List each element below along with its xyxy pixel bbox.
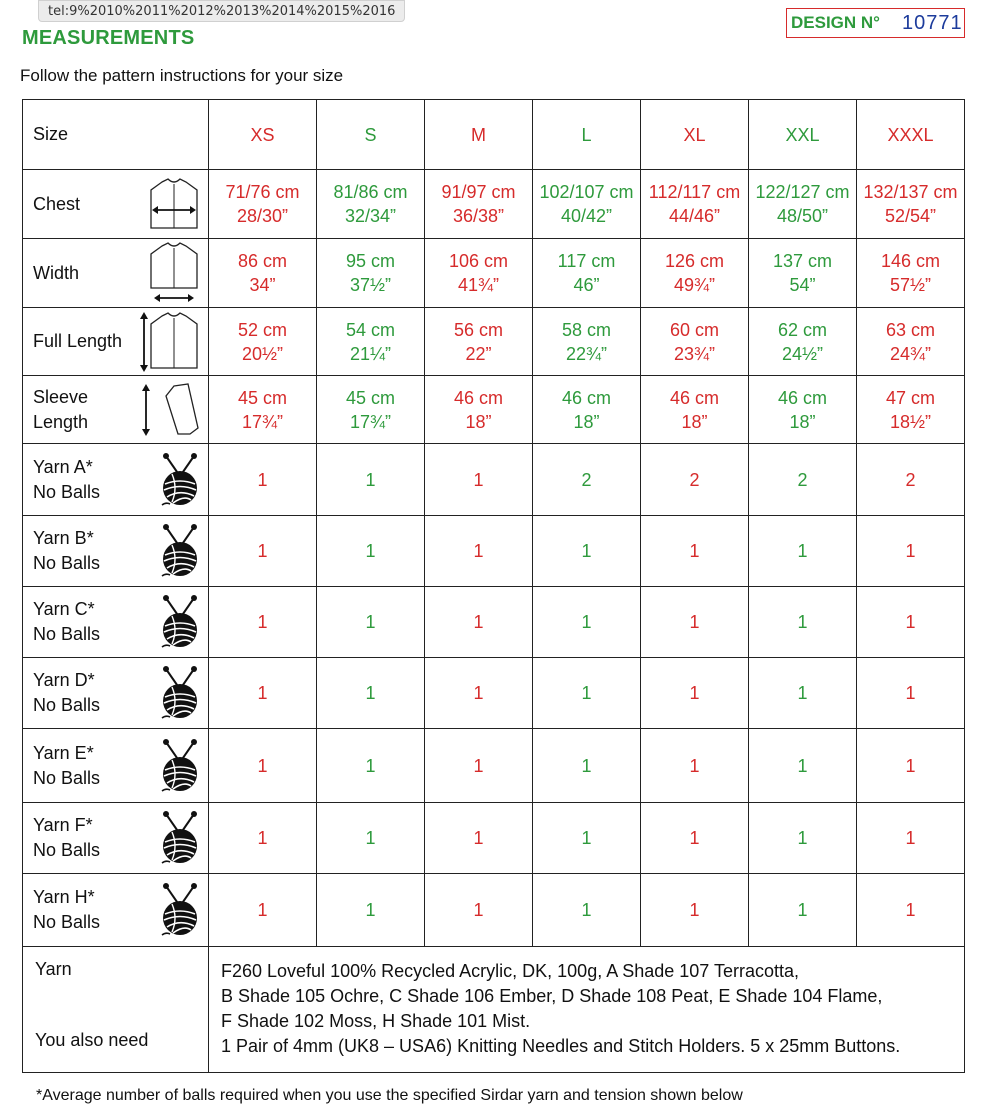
yarn-a-value-xxxl xyxy=(857,444,965,516)
chest-value-m xyxy=(425,170,533,239)
yarn-d-value-xxxl xyxy=(857,658,965,729)
value-line: 1 xyxy=(473,612,484,632)
full-length-value-l xyxy=(533,308,641,376)
yarn-e-row xyxy=(23,729,965,803)
design-number: 10771 xyxy=(901,11,963,34)
yarn-e-value-xxxl xyxy=(857,729,965,803)
value-line: 1 xyxy=(797,683,808,703)
yarn-description-line: B Shade 105 Ochre, C Shade 106 Ember, D Shade 108 Peat, E Shade 104 Flame, xyxy=(221,986,883,1006)
value-line: 146 cm xyxy=(880,251,941,271)
yarn-a-label xyxy=(33,455,100,505)
yarn-ball-icon xyxy=(158,452,202,508)
value-line: 2 xyxy=(689,469,700,490)
yarn-ball-icon xyxy=(158,882,202,938)
yarn-a-value-m xyxy=(425,444,533,516)
value-line: 1 xyxy=(365,683,376,703)
full-length-value-xxxl xyxy=(857,308,965,376)
yarn-b-label xyxy=(33,526,100,576)
full-length-label-cell xyxy=(23,308,209,376)
yarn-ball-icon xyxy=(158,738,202,794)
yarn-e-value-m xyxy=(425,729,533,803)
value-line: 40/42” xyxy=(560,206,613,226)
value-line: 24½” xyxy=(781,343,824,364)
yarn-f-label xyxy=(33,813,100,863)
yarn-c-value-xl xyxy=(641,587,749,658)
yarn-b-row xyxy=(23,516,965,587)
value-line: 1 xyxy=(365,900,376,920)
value-line: 137 cm xyxy=(772,251,833,271)
value-line: 1 xyxy=(581,683,592,703)
value-line: 1 xyxy=(581,541,592,561)
value-line: 1 xyxy=(797,755,808,776)
value-line: 1 xyxy=(797,900,808,920)
value-line: 22” xyxy=(465,343,492,364)
value-line: 71/76 cm xyxy=(225,182,300,202)
yarn-ball-icon xyxy=(158,523,202,579)
width-value-xxl xyxy=(749,239,857,308)
yarn-ball-icon xyxy=(158,665,202,721)
also-need-label: You also need xyxy=(35,1030,149,1050)
value-line: 102/107 cm xyxy=(539,182,634,202)
value-line: 36/38” xyxy=(452,206,505,226)
yarn-ball-icon xyxy=(158,594,202,650)
yarn-e-value-xs xyxy=(209,729,317,803)
size-xl: XL xyxy=(641,100,749,170)
value-line: 1 xyxy=(365,541,376,561)
value-line: 1 xyxy=(905,612,916,632)
value-line: 41¾” xyxy=(457,275,500,295)
value-line: 1 xyxy=(797,828,808,848)
value-line: 62 cm xyxy=(777,319,828,340)
sleeve-length-value-xxl xyxy=(749,376,857,444)
value-line: 46 cm xyxy=(561,387,612,408)
chest-value-xxl xyxy=(749,170,857,239)
yarn-c-value-xxxl xyxy=(857,587,965,658)
yarn-a-label-line: Yarn A* xyxy=(33,456,93,477)
value-line: 46 cm xyxy=(669,387,720,408)
value-line: 56 cm xyxy=(453,319,504,340)
width-value-xs xyxy=(209,239,317,308)
value-line: 1 xyxy=(797,541,808,561)
value-line: 81/86 cm xyxy=(333,182,408,202)
also-need-text: 1 Pair of 4mm (UK8 – USA6) Knitting Needles and Stitch Holders. 5 x 25mm Buttons. xyxy=(221,1036,901,1056)
yarn-h-value-xxl xyxy=(749,874,857,947)
sleeve-length-value-xs xyxy=(209,376,317,444)
value-line: 18” xyxy=(465,411,492,432)
cardigan-hem-width-icon xyxy=(146,242,202,304)
full-length-value-xl xyxy=(641,308,749,376)
value-line: 1 xyxy=(365,469,376,490)
yarn-h-value-xs xyxy=(209,874,317,947)
value-line: 60 cm xyxy=(669,319,720,340)
yarn-e-value-xl xyxy=(641,729,749,803)
yarn-f-label-cell xyxy=(23,803,209,874)
yarn-d-label-line: No Balls xyxy=(33,695,101,715)
value-line: 46 cm xyxy=(777,387,828,408)
size-xxxl: XXXL xyxy=(857,100,965,170)
width-value-l xyxy=(533,239,641,308)
yarn-ball-icon xyxy=(158,810,202,866)
value-line: 63 cm xyxy=(885,319,936,340)
yarn-b-label-line: No Balls xyxy=(33,553,101,573)
value-line: 1 xyxy=(473,683,484,703)
value-line: 52 cm xyxy=(237,319,288,340)
yarn-e-label-line: Yarn E* xyxy=(33,742,94,763)
value-line: 1 xyxy=(257,469,268,490)
value-line: 54” xyxy=(789,275,816,295)
value-line: 1 xyxy=(905,828,916,848)
value-line: 2 xyxy=(905,469,916,490)
sleeve-length-row xyxy=(23,376,965,444)
value-line: 1 xyxy=(473,900,484,920)
yarn-b-value-xs xyxy=(209,516,317,587)
yarn-h-value-xxxl xyxy=(857,874,965,947)
value-line: 1 xyxy=(473,541,484,561)
value-line: 45 cm xyxy=(237,387,288,408)
yarn-c-value-l xyxy=(533,587,641,658)
label-spacer xyxy=(35,980,208,1030)
yarn-c-label xyxy=(33,597,100,647)
value-line: 1 xyxy=(581,900,592,920)
yarn-info-labels xyxy=(23,947,209,1073)
value-line: 58 cm xyxy=(561,319,612,340)
yarn-b-value-l xyxy=(533,516,641,587)
yarn-h-label-line: Yarn H* xyxy=(33,887,95,907)
full-length-label-line: Full Length xyxy=(33,331,123,351)
value-line: 117 cm xyxy=(557,251,616,271)
yarn-description-line: F260 Loveful 100% Recycled Acrylic, DK, 100g, A Shade 107 Terracotta, xyxy=(221,961,800,981)
size-xs: XS xyxy=(209,100,317,170)
chest-value-l xyxy=(533,170,641,239)
chest-label-cell xyxy=(23,170,209,239)
yarn-e-label-line: No Balls xyxy=(33,767,101,788)
value-line: 46 cm xyxy=(453,387,504,408)
value-line: 1 xyxy=(365,612,376,632)
value-line: 1 xyxy=(905,683,916,703)
value-line: 91/97 cm xyxy=(441,182,516,202)
yarn-b-value-xxl xyxy=(749,516,857,587)
yarn-f-label-line: Yarn F* xyxy=(33,815,93,835)
subtitle: Follow the pattern instructions for your size xyxy=(20,66,344,85)
chest-value-xl xyxy=(641,170,749,239)
cardigan-width-icon xyxy=(146,176,202,232)
value-line: 37½” xyxy=(349,275,392,295)
value-line: 1 xyxy=(689,755,700,776)
yarn-b-value-xxxl xyxy=(857,516,965,587)
size-label-cell xyxy=(23,100,209,170)
value-line: 1 xyxy=(905,541,916,561)
yarn-h-value-l xyxy=(533,874,641,947)
yarn-a-value-l xyxy=(533,444,641,516)
width-value-xl xyxy=(641,239,749,308)
value-line: 57½” xyxy=(889,275,932,295)
value-line: 2 xyxy=(797,469,808,490)
value-line: 45 cm xyxy=(345,387,396,408)
width-value-m xyxy=(425,239,533,308)
value-line: 1 xyxy=(581,755,592,776)
yarn-f-value-xl xyxy=(641,803,749,874)
yarn-c-row xyxy=(23,587,965,658)
value-line: 1 xyxy=(257,828,268,848)
value-line: 1 xyxy=(257,612,268,632)
value-line: 48/50” xyxy=(776,206,829,226)
value-line: 1 xyxy=(473,755,484,776)
sleeve-length-value-s xyxy=(317,376,425,444)
sleeve-length-icon xyxy=(138,382,202,438)
sleeve-length-label xyxy=(33,385,88,435)
yarn-b-value-xl xyxy=(641,516,749,587)
value-line: 1 xyxy=(473,828,484,848)
value-line: 17¾” xyxy=(241,411,284,432)
size-l: L xyxy=(533,100,641,170)
yarn-f-value-xs xyxy=(209,803,317,874)
footnote: *Average number of balls required when you use the specified Sirdar yarn and tension shown below xyxy=(36,1087,743,1104)
yarn-h-label-line: No Balls xyxy=(33,912,101,932)
chest-label-line: Chest xyxy=(33,193,81,214)
value-line: 132/137 cm xyxy=(863,182,958,202)
width-row xyxy=(23,239,965,308)
value-line: 46” xyxy=(573,275,600,295)
value-line: 1 xyxy=(905,900,916,920)
yarn-f-value-l xyxy=(533,803,641,874)
yarn-d-value-xl xyxy=(641,658,749,729)
value-line: 1 xyxy=(473,469,484,490)
yarn-h-value-xl xyxy=(641,874,749,947)
value-line: 52/54” xyxy=(884,206,937,226)
value-line: 1 xyxy=(689,683,700,703)
size-label: Size xyxy=(33,124,69,144)
full-length-value-xs xyxy=(209,308,317,376)
yarn-b-value-s xyxy=(317,516,425,587)
yarn-b-label-cell xyxy=(23,516,209,587)
full-length-row xyxy=(23,308,965,376)
yarn-f-label-line: No Balls xyxy=(33,840,101,860)
value-line: 1 xyxy=(257,541,268,561)
yarn-e-value-s xyxy=(317,729,425,803)
yarn-h-label-cell xyxy=(23,874,209,947)
value-line: 21¼” xyxy=(349,343,392,364)
yarn-description-line: F Shade 102 Moss, H Shade 101 Mist. xyxy=(221,1011,531,1031)
yarn-h-value-s xyxy=(317,874,425,947)
value-line: 95 cm xyxy=(345,251,396,271)
sleeve-length-value-xxxl xyxy=(857,376,965,444)
yarn-e-label xyxy=(33,741,100,791)
value-line: 1 xyxy=(581,828,592,848)
yarn-a-value-s xyxy=(317,444,425,516)
width-value-s xyxy=(317,239,425,308)
yarn-a-label-cell xyxy=(23,444,209,516)
value-line: 24¾” xyxy=(889,343,932,364)
width-value-xxxl xyxy=(857,239,965,308)
chest-label xyxy=(33,192,80,217)
value-line: 1 xyxy=(905,755,916,776)
value-line: 22¾” xyxy=(565,343,608,364)
value-line: 49¾” xyxy=(673,275,716,295)
value-line: 106 cm xyxy=(448,251,509,271)
width-label-cell xyxy=(23,239,209,308)
yarn-c-label-cell xyxy=(23,587,209,658)
chest-value-xs xyxy=(209,170,317,239)
yarn-a-value-xxl xyxy=(749,444,857,516)
value-line: 28/30” xyxy=(236,206,289,226)
yarn-f-row xyxy=(23,803,965,874)
value-line: 23¾” xyxy=(673,343,716,364)
value-line: 47 cm xyxy=(885,387,936,408)
yarn-h-value-m xyxy=(425,874,533,947)
yarn-a-row xyxy=(23,444,965,516)
yarn-a-label-line: No Balls xyxy=(33,481,101,502)
yarn-b-label-line: Yarn B* xyxy=(33,528,94,548)
value-line: 34” xyxy=(249,275,276,295)
size-header-row xyxy=(23,100,965,170)
yarn-d-value-s xyxy=(317,658,425,729)
sleeve-length-label-line: Length xyxy=(33,411,89,432)
value-line: 18½” xyxy=(889,411,932,432)
value-line: 126 cm xyxy=(664,251,725,271)
yarn-h-row xyxy=(23,874,965,947)
yarn-b-value-m xyxy=(425,516,533,587)
yarn-d-label-line: Yarn D* xyxy=(33,670,95,690)
value-line: 1 xyxy=(689,541,700,561)
sleeve-length-value-xl xyxy=(641,376,749,444)
yarn-info-row xyxy=(23,947,965,1073)
full-length-value-xxl xyxy=(749,308,857,376)
yarn-label: Yarn xyxy=(35,959,72,979)
chest-row xyxy=(23,170,965,239)
chest-value-xxxl xyxy=(857,170,965,239)
size-s: S xyxy=(317,100,425,170)
yarn-f-value-s xyxy=(317,803,425,874)
yarn-c-value-s xyxy=(317,587,425,658)
design-number-box xyxy=(786,8,965,38)
yarn-d-value-l xyxy=(533,658,641,729)
link-tooltip: tel:9%2010%2011%2012%2013%2014%2015%2016 xyxy=(38,0,405,22)
value-line: 112/117 cm xyxy=(648,182,741,202)
value-line: 122/127 cm xyxy=(755,182,850,202)
full-length-value-s xyxy=(317,308,425,376)
value-line: 86 cm xyxy=(237,251,288,271)
yarn-a-value-xl xyxy=(641,444,749,516)
sleeve-length-value-m xyxy=(425,376,533,444)
yarn-c-value-m xyxy=(425,587,533,658)
chest-value-s xyxy=(317,170,425,239)
size-xxl: XXL xyxy=(749,100,857,170)
sleeve-length-label-line: Sleeve xyxy=(33,386,89,407)
value-line: 1 xyxy=(797,612,808,632)
value-line: 18” xyxy=(681,411,708,432)
value-line: 1 xyxy=(689,612,700,632)
value-line: 1 xyxy=(689,828,700,848)
sleeve-length-label-cell xyxy=(23,376,209,444)
yarn-f-value-m xyxy=(425,803,533,874)
value-line: 1 xyxy=(365,828,376,848)
value-line: 1 xyxy=(257,900,268,920)
value-line: 18” xyxy=(573,411,600,432)
width-label-line: Width xyxy=(33,262,80,283)
yarn-d-label-cell xyxy=(23,658,209,729)
yarn-d-row xyxy=(23,658,965,729)
page-title: MEASUREMENTS xyxy=(22,27,195,49)
yarn-d-value-xxl xyxy=(749,658,857,729)
value-line: 1 xyxy=(257,755,268,776)
full-length-value-m xyxy=(425,308,533,376)
measurements-table xyxy=(22,99,965,1073)
yarn-c-value-xxl xyxy=(749,587,857,658)
yarn-e-value-xxl xyxy=(749,729,857,803)
width-label xyxy=(33,261,79,286)
value-line: 2 xyxy=(581,469,592,490)
full-length-label xyxy=(33,329,122,354)
value-line: 18” xyxy=(789,411,816,432)
yarn-e-value-l xyxy=(533,729,641,803)
value-line: 1 xyxy=(689,900,700,920)
yarn-c-value-xs xyxy=(209,587,317,658)
yarn-c-label-line: Yarn C* xyxy=(33,599,95,619)
yarn-info-text xyxy=(209,947,965,1073)
yarn-c-label-line: No Balls xyxy=(33,624,101,644)
value-line: 1 xyxy=(581,612,592,632)
value-line: 20½” xyxy=(241,343,284,364)
yarn-d-label xyxy=(33,668,100,718)
design-label: DESIGN N° xyxy=(791,13,880,32)
size-m: M xyxy=(425,100,533,170)
yarn-f-value-xxl xyxy=(749,803,857,874)
yarn-d-value-m xyxy=(425,658,533,729)
yarn-e-label-cell xyxy=(23,729,209,803)
value-line: 44/46” xyxy=(668,206,721,226)
value-line: 54 cm xyxy=(345,319,396,340)
sleeve-length-value-l xyxy=(533,376,641,444)
yarn-a-value-xs xyxy=(209,444,317,516)
yarn-f-value-xxxl xyxy=(857,803,965,874)
yarn-h-label xyxy=(33,885,100,935)
value-line: 32/34” xyxy=(344,206,397,226)
value-line: 1 xyxy=(257,683,268,703)
value-line: 1 xyxy=(365,755,376,776)
yarn-d-value-xs xyxy=(209,658,317,729)
value-line: 17¾” xyxy=(349,411,392,432)
cardigan-length-icon xyxy=(138,310,202,374)
